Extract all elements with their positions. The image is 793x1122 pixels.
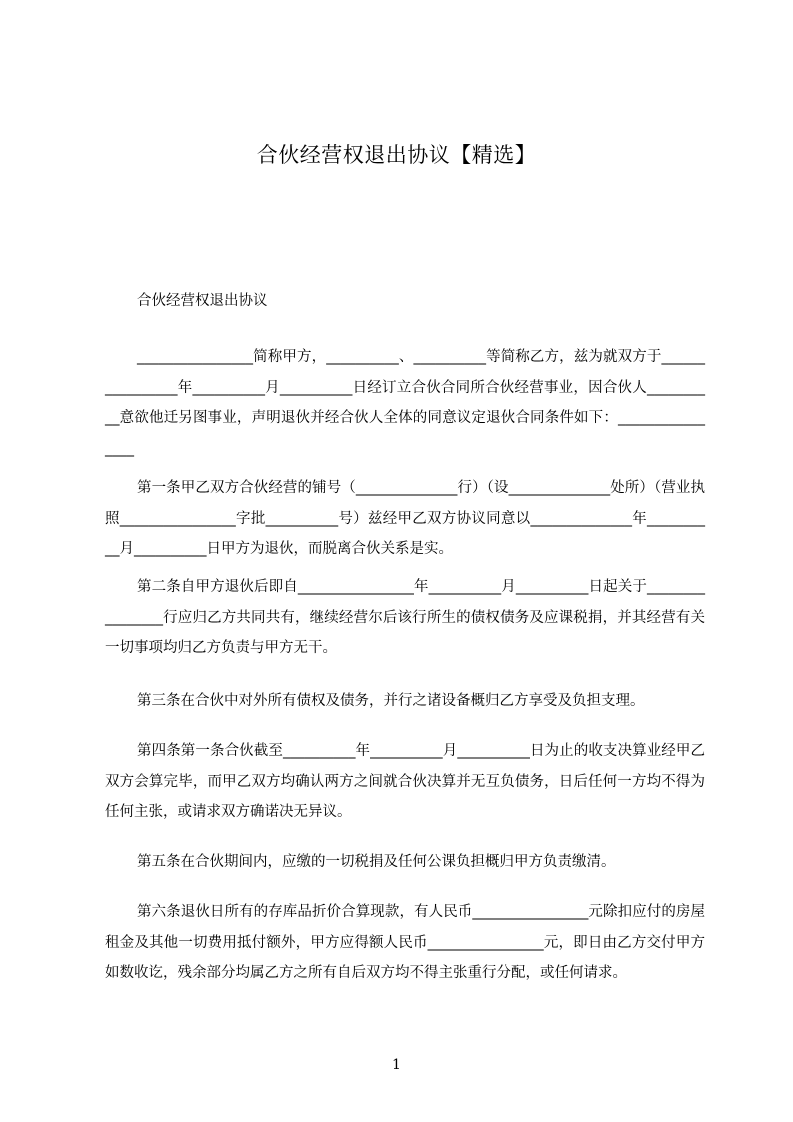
paragraph-article-1: 第一条甲乙双方合伙经营的铺号（______________行）（设______________处所）（营业执照________________字批__________号）兹经甲乙双方协议同意以______________年__________月__________日甲方为退伙，而脱离合伙关系是实。: [105, 480, 705, 557]
page-number: 1: [392, 1057, 401, 1073]
paragraph-article-5: 第五条在合伙期间内，应缴的一切税捐及任何公课负担概归甲方负责缴清。: [137, 854, 616, 870]
paragraph-preamble: ________________简称甲方，__________、__________等简称乙方，兹为就双方于________________年__________月__________日经订立合伙合同所合伙经营事业，因合伙人__________意欲他迁另图事业，声明退伙并经合伙人全体的同意议定退伙合同条件如下：________________: [105, 349, 705, 457]
paragraph-article-2: 第二条自甲方退伙后即自________________年__________月__________日起关于________________行应归乙方共同共有，继续经营尔后该行所生的债权债务及应课税捐，并其经营有关一切事项均归乙方负责与甲方无干。: [105, 579, 705, 656]
paragraph-article-6: 第六条退伙日所有的存库品折价合算现款，有人民币________________元除扣应付的房屋租金及其他一切费用抵付额外，甲方应得额人民币________________元，即日由乙方交付甲方如数收讫，残余部分均属乙方之所有自后双方均不得主张重行分配，或任何请求。: [105, 904, 705, 981]
document-subtitle: 合伙经营权退出协议: [137, 293, 268, 309]
document-title: 合伙经营权退出协议【精选】: [256, 143, 537, 167]
paragraph-article-3: 第三条在合伙中对外所有债权及债务，并行之诸设备概归乙方享受及负担支理。: [137, 693, 645, 709]
paragraph-article-4: 第四条第一条合伙截至__________年__________月__________日为止的收支决算业经甲乙双方会算完毕，而甲乙双方均确认两方之间就合伙决算并无互负债务，日后任何一方均不得为任何主张，或请求双方确诺决无异议。: [105, 743, 705, 820]
